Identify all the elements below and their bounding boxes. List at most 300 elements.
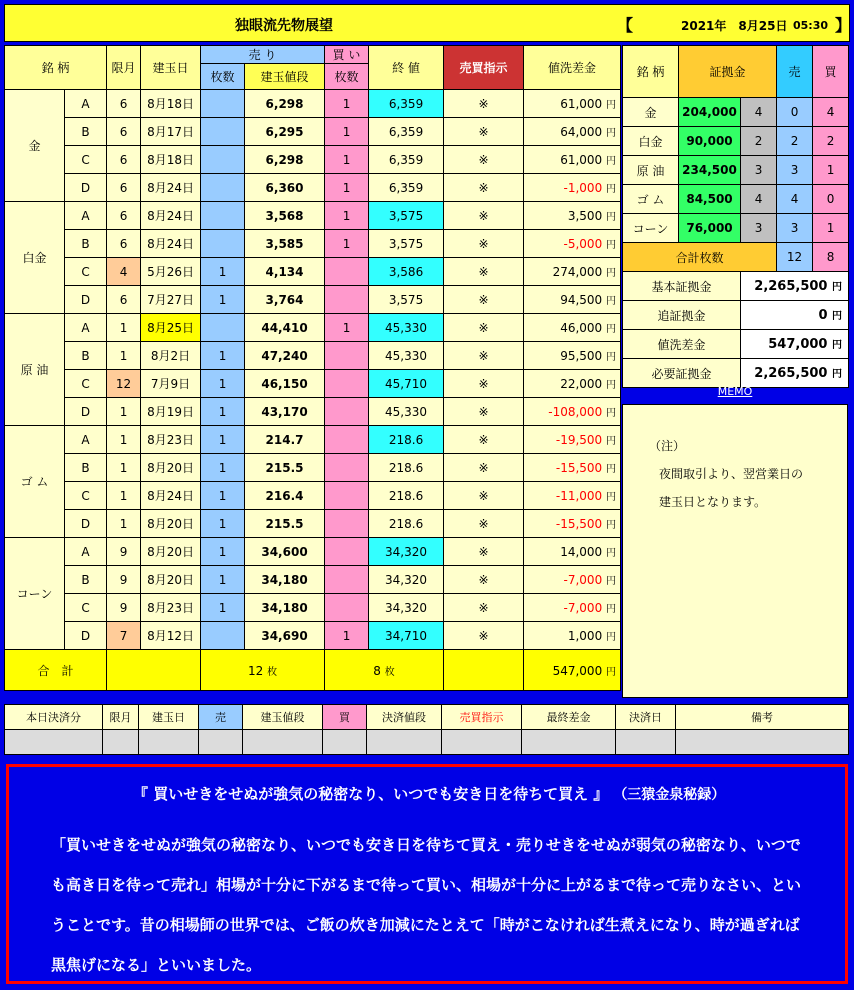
- settlement-header: 売買指示: [442, 705, 522, 730]
- table-row: [5, 286, 621, 314]
- memo-line-3: 建玉日となります。: [659, 495, 767, 509]
- margin-table: [622, 45, 849, 388]
- header-sell: 売 り: [201, 46, 325, 64]
- margin-amount: 84,500: [679, 185, 741, 214]
- margin-buy: 1: [813, 214, 849, 243]
- yen-unit: 円: [606, 632, 617, 643]
- buy-count-cell: [325, 566, 369, 594]
- margin-sell: 2: [777, 127, 813, 156]
- header-gengetsu: 限月: [107, 46, 141, 90]
- settlement-cell: [442, 730, 522, 755]
- symbol-cell: B: [65, 566, 107, 594]
- close-price-cell: 6,359: [369, 174, 444, 202]
- total-lots-sell: 12: [777, 243, 813, 272]
- trade-instruction-cell: ※: [444, 398, 524, 426]
- settlement-header: 建玉値段: [243, 705, 323, 730]
- margin-amount: 76,000: [679, 214, 741, 243]
- diff-cell: [524, 566, 621, 594]
- close-price-cell: 45,710: [369, 370, 444, 398]
- sell-count-cell: [201, 202, 245, 230]
- month-cell: 6: [107, 174, 141, 202]
- buy-count-cell: 1: [325, 622, 369, 650]
- close-price-cell: 218.6: [369, 454, 444, 482]
- sell-count-cell: [201, 146, 245, 174]
- positions-table: [4, 45, 621, 691]
- margin-row: [623, 98, 849, 127]
- settlement-cell: [323, 730, 367, 755]
- symbol-cell: C: [65, 146, 107, 174]
- buy-count-cell: [325, 426, 369, 454]
- yen-unit: 円: [606, 492, 617, 503]
- trade-instruction-cell: ※: [444, 342, 524, 370]
- total-lots-buy: 8: [813, 243, 849, 272]
- sell-count-cell: 1: [201, 370, 245, 398]
- sell-count-cell: [201, 622, 245, 650]
- price-cell: 6,298: [245, 146, 325, 174]
- sell-count-cell: 1: [201, 510, 245, 538]
- close-price-cell: 218.6: [369, 482, 444, 510]
- diff-cell: [524, 202, 621, 230]
- margin-header-sell: 売: [777, 46, 813, 98]
- sell-count-cell: 1: [201, 398, 245, 426]
- commodity-name: コーン: [5, 538, 65, 650]
- price-cell: 216.4: [245, 482, 325, 510]
- total-sell-unit: 枚: [267, 666, 278, 678]
- month-cell: 9: [107, 538, 141, 566]
- date-cell: 8月20日: [141, 538, 201, 566]
- date-cell: 8月19日: [141, 398, 201, 426]
- month-cell: 1: [107, 454, 141, 482]
- symbol-cell: C: [65, 594, 107, 622]
- table-row: [5, 90, 621, 118]
- diff-cell: [524, 482, 621, 510]
- date-cell: 8月18日: [141, 90, 201, 118]
- table-row: [5, 258, 621, 286]
- sell-count-cell: [201, 90, 245, 118]
- close-price-cell: 34,320: [369, 594, 444, 622]
- month-cell: 6: [107, 202, 141, 230]
- diff-cell: [524, 90, 621, 118]
- diff-cell: [524, 622, 621, 650]
- buy-count-cell: [325, 454, 369, 482]
- price-cell: 6,360: [245, 174, 325, 202]
- buy-count-cell: 1: [325, 314, 369, 342]
- yen-unit: 円: [606, 352, 617, 363]
- close-price-cell: 3,575: [369, 230, 444, 258]
- margin-amount: 204,000: [679, 98, 741, 127]
- yen-unit: 円: [606, 184, 617, 195]
- buy-count-cell: [325, 594, 369, 622]
- price-cell: 6,295: [245, 118, 325, 146]
- close-price-cell: 3,575: [369, 202, 444, 230]
- margin-lots: 2: [741, 127, 777, 156]
- header-nearai-sakin: 値洗差金: [524, 46, 621, 90]
- diff-value: -1,000: [563, 181, 603, 195]
- diff-value: 3,500: [567, 209, 603, 223]
- diff-cell: [524, 426, 621, 454]
- close-price-cell: 34,320: [369, 538, 444, 566]
- price-cell: 43,170: [245, 398, 325, 426]
- yen-unit: 円: [832, 311, 843, 322]
- yen-unit: 円: [606, 296, 617, 307]
- yen-unit: 円: [606, 408, 617, 419]
- diff-cell: [524, 174, 621, 202]
- settlement-cell: [616, 730, 676, 755]
- sell-count-cell: [201, 314, 245, 342]
- diff-value: -11,000: [555, 489, 603, 503]
- date-cell: 8月18日: [141, 146, 201, 174]
- margin-lots: 4: [741, 185, 777, 214]
- settlement-cell: [139, 730, 199, 755]
- margin-header-buy: 買: [813, 46, 849, 98]
- table-row: [5, 174, 621, 202]
- diff-cell: [524, 538, 621, 566]
- margin-amount: 90,000: [679, 127, 741, 156]
- month-cell: 6: [107, 118, 141, 146]
- diff-cell: [524, 370, 621, 398]
- close-price-cell: 45,330: [369, 342, 444, 370]
- settlement-cell: [103, 730, 139, 755]
- sell-count-cell: 1: [201, 454, 245, 482]
- diff-value: 61,000: [560, 97, 603, 111]
- settlement-cell: [676, 730, 849, 755]
- margin-header-meigara: 銘 柄: [623, 46, 679, 98]
- title-bar: [4, 4, 850, 42]
- page-title: 独眼流先物展望: [235, 18, 333, 34]
- total-sell-cell: [201, 650, 325, 691]
- sell-count-cell: [201, 230, 245, 258]
- date-cell: 8月24日: [141, 230, 201, 258]
- buy-count-cell: 1: [325, 118, 369, 146]
- summary-value: 0: [818, 308, 828, 323]
- sell-count-cell: 1: [201, 426, 245, 454]
- close-price-cell: 45,330: [369, 398, 444, 426]
- margin-amount: 234,500: [679, 156, 741, 185]
- margin-commodity: コーン: [623, 214, 679, 243]
- summary-value-cell: [741, 301, 849, 330]
- trade-instruction-cell: ※: [444, 566, 524, 594]
- settlement-header: 本日決済分: [5, 705, 103, 730]
- summary-value: 547,000: [768, 337, 828, 352]
- total-diff-value: 547,000: [552, 663, 603, 678]
- total-sell-count: 12: [247, 663, 264, 678]
- header-tategyoku-price: 建玉値段: [245, 64, 325, 90]
- month-cell: 6: [107, 146, 141, 174]
- symbol-cell: B: [65, 454, 107, 482]
- trade-instruction-cell: ※: [444, 202, 524, 230]
- settlement-header: 決済日: [616, 705, 676, 730]
- buy-count-cell: [325, 286, 369, 314]
- summary-value: 2,265,500: [754, 366, 828, 381]
- price-cell: 46,150: [245, 370, 325, 398]
- trade-instruction-cell: ※: [444, 146, 524, 174]
- margin-lots: 3: [741, 156, 777, 185]
- yen-unit: 円: [606, 464, 617, 475]
- total-buy-count: 8: [373, 663, 381, 678]
- month-cell: 1: [107, 314, 141, 342]
- price-cell: 44,410: [245, 314, 325, 342]
- symbol-cell: C: [65, 482, 107, 510]
- trade-instruction-cell: ※: [444, 370, 524, 398]
- margin-sell: 3: [777, 156, 813, 185]
- quote-source: （三猿金泉秘録）: [620, 787, 726, 803]
- trade-instruction-cell: ※: [444, 230, 524, 258]
- month-cell: 12: [107, 370, 141, 398]
- table-row: [5, 510, 621, 538]
- diff-value: 14,000: [560, 545, 603, 559]
- buy-count-cell: [325, 370, 369, 398]
- diff-cell: [524, 118, 621, 146]
- margin-commodity: 金: [623, 98, 679, 127]
- sell-count-cell: 1: [201, 566, 245, 594]
- date-cell: 8月2日: [141, 342, 201, 370]
- header-baibai-shiji: 売買指示: [444, 46, 524, 90]
- settlement-cell: [5, 730, 103, 755]
- table-row: [5, 118, 621, 146]
- diff-value: 61,000: [560, 153, 603, 167]
- yen-unit: 円: [606, 100, 617, 111]
- table-row: [5, 538, 621, 566]
- yen-unit: 円: [606, 128, 617, 139]
- commodity-name: ゴ ム: [5, 426, 65, 538]
- trade-instruction-cell: ※: [444, 622, 524, 650]
- date-cell: 7月27日: [141, 286, 201, 314]
- summary-value-cell: [741, 330, 849, 359]
- diff-value: 1,000: [567, 629, 603, 643]
- month-cell: 1: [107, 398, 141, 426]
- symbol-cell: A: [65, 314, 107, 342]
- diff-cell: [524, 146, 621, 174]
- diff-cell: [524, 230, 621, 258]
- yen-unit: 円: [606, 436, 617, 447]
- month-cell: 9: [107, 566, 141, 594]
- yen-unit: 円: [606, 156, 617, 167]
- yen-unit: 円: [606, 666, 617, 678]
- yen-unit: 円: [606, 604, 617, 615]
- table-row: [5, 454, 621, 482]
- date-cell: 8月20日: [141, 510, 201, 538]
- margin-commodity: 原 油: [623, 156, 679, 185]
- buy-count-cell: [325, 398, 369, 426]
- yen-unit: 円: [606, 268, 617, 279]
- close-price-cell: 45,330: [369, 314, 444, 342]
- symbol-cell: A: [65, 538, 107, 566]
- date-cell: 8月24日: [141, 174, 201, 202]
- trade-instruction-cell: ※: [444, 314, 524, 342]
- summary-value-cell: [741, 272, 849, 301]
- margin-buy: 0: [813, 185, 849, 214]
- margin-row: [623, 127, 849, 156]
- commodity-name: 原 油: [5, 314, 65, 426]
- price-cell: 3,585: [245, 230, 325, 258]
- sell-count-cell: 1: [201, 482, 245, 510]
- price-cell: 214.7: [245, 426, 325, 454]
- symbol-cell: D: [65, 174, 107, 202]
- margin-header-shokokin: 証拠金: [679, 46, 777, 98]
- trade-instruction-cell: ※: [444, 174, 524, 202]
- trade-instruction-cell: ※: [444, 454, 524, 482]
- buy-count-cell: 1: [325, 146, 369, 174]
- quote-title-line: [133, 783, 725, 804]
- margin-commodity: ゴ ム: [623, 185, 679, 214]
- sell-count-cell: 1: [201, 538, 245, 566]
- table-row: [5, 622, 621, 650]
- date-cell: 8月20日: [141, 454, 201, 482]
- diff-value: 95,500: [560, 349, 603, 363]
- margin-lots: 4: [741, 98, 777, 127]
- settlement-header: 買: [323, 705, 367, 730]
- table-row: [5, 398, 621, 426]
- symbol-cell: D: [65, 510, 107, 538]
- month-cell: 1: [107, 482, 141, 510]
- margin-commodity: 白金: [623, 127, 679, 156]
- trade-instruction-cell: ※: [444, 118, 524, 146]
- diff-value: -108,000: [548, 405, 603, 419]
- margin-buy: 4: [813, 98, 849, 127]
- total-spacer: [107, 650, 201, 691]
- diff-cell: [524, 510, 621, 538]
- price-cell: 6,298: [245, 90, 325, 118]
- price-cell: 47,240: [245, 342, 325, 370]
- total-buy-cell: [325, 650, 444, 691]
- sell-count-cell: 1: [201, 258, 245, 286]
- date-cell: 8月20日: [141, 566, 201, 594]
- date-cell: 8月24日: [141, 482, 201, 510]
- commodity-name: 白金: [5, 202, 65, 314]
- buy-count-cell: [325, 538, 369, 566]
- settlement-cell: [199, 730, 243, 755]
- settlement-cell: [243, 730, 323, 755]
- symbol-cell: D: [65, 286, 107, 314]
- settlement-header: 限月: [103, 705, 139, 730]
- margin-sell: 0: [777, 98, 813, 127]
- trade-instruction-cell: ※: [444, 538, 524, 566]
- buy-count-cell: [325, 482, 369, 510]
- diff-value: -15,500: [555, 461, 603, 475]
- symbol-cell: A: [65, 426, 107, 454]
- date-bracket-close: 】: [835, 16, 852, 35]
- commodity-name: 金: [5, 90, 65, 202]
- symbol-cell: D: [65, 398, 107, 426]
- buy-count-cell: [325, 510, 369, 538]
- memo-box: [622, 404, 848, 698]
- buy-count-cell: [325, 258, 369, 286]
- date-cell: 8月23日: [141, 594, 201, 622]
- header-buy: 買 い: [325, 46, 369, 64]
- close-price-cell: 6,359: [369, 90, 444, 118]
- margin-lots: 3: [741, 214, 777, 243]
- quote-body: 「買いせきをせぬが強気の秘密なり、いつでも安き日を待ちて買え・売りせきをせぬが弱気の秘密なり、いつでも高き日を待って売れ」相場が十分に下がるまで待って買い、相場が十分に上がるまで待って売りなさい、ということです。昔の相場師の世界では、ご飯の炊き加減にたとえて「時がこなければ生煮えになり、時が過ぎれば黒焦げになる」といいました。: [51, 836, 802, 974]
- symbol-cell: B: [65, 118, 107, 146]
- date-cell: 8月17日: [141, 118, 201, 146]
- date-cell: 8月24日: [141, 202, 201, 230]
- price-cell: 3,568: [245, 202, 325, 230]
- diff-value: 274,000: [552, 265, 603, 279]
- buy-count-cell: 1: [325, 230, 369, 258]
- report-time: 05:30: [793, 19, 829, 32]
- summary-label: 必要証拠金: [623, 359, 741, 388]
- table-row: [5, 230, 621, 258]
- table-row: [5, 426, 621, 454]
- date-cell: 8月23日: [141, 426, 201, 454]
- price-cell: 4,134: [245, 258, 325, 286]
- date-cell: 7月9日: [141, 370, 201, 398]
- diff-value: 94,500: [560, 293, 603, 307]
- settlement-cell: [522, 730, 616, 755]
- diff-value: 22,000: [560, 377, 603, 391]
- margin-sell: 3: [777, 214, 813, 243]
- memo-line-2: 夜間取引より、翌営業日の: [659, 467, 804, 481]
- table-row: [5, 342, 621, 370]
- trade-instruction-cell: ※: [444, 286, 524, 314]
- table-row: [5, 482, 621, 510]
- settlement-header: 売: [199, 705, 243, 730]
- date-cell: 5月26日: [141, 258, 201, 286]
- table-row: [5, 202, 621, 230]
- month-cell: 1: [107, 342, 141, 370]
- trade-instruction-cell: ※: [444, 258, 524, 286]
- sell-count-cell: 1: [201, 342, 245, 370]
- settlement-cell: [367, 730, 442, 755]
- memo-title: MEMO: [717, 385, 753, 398]
- yen-unit: 円: [606, 212, 617, 223]
- date-cell: 8月25日: [141, 314, 201, 342]
- margin-row: [623, 185, 849, 214]
- header-tategyokubi: 建玉日: [141, 46, 201, 90]
- yen-unit: 円: [832, 282, 843, 293]
- sell-count-cell: 1: [201, 286, 245, 314]
- summary-value: 2,265,500: [754, 279, 828, 294]
- report-date: 2021年 8月25日: [681, 19, 788, 33]
- month-cell: 9: [107, 594, 141, 622]
- buy-count-cell: 1: [325, 202, 369, 230]
- diff-value: -7,000: [563, 573, 603, 587]
- symbol-cell: C: [65, 370, 107, 398]
- header-meigara: 銘 柄: [5, 46, 107, 90]
- close-price-cell: 218.6: [369, 510, 444, 538]
- total-label: 合 計: [5, 650, 107, 691]
- table-row: [5, 594, 621, 622]
- total-lots-label: 合計枚数: [623, 243, 777, 272]
- close-price-cell: 3,586: [369, 258, 444, 286]
- price-cell: 3,764: [245, 286, 325, 314]
- diff-value: -15,500: [555, 517, 603, 531]
- diff-cell: [524, 314, 621, 342]
- diff-value: -19,500: [555, 433, 603, 447]
- symbol-cell: D: [65, 622, 107, 650]
- table-row: [5, 314, 621, 342]
- yen-unit: 円: [606, 380, 617, 391]
- yen-unit: 円: [832, 340, 843, 351]
- close-price-cell: 218.6: [369, 426, 444, 454]
- buy-count-cell: 1: [325, 90, 369, 118]
- close-price-cell: 6,359: [369, 118, 444, 146]
- header-buy-count: 枚数: [325, 64, 369, 90]
- diff-value: 64,000: [560, 125, 603, 139]
- month-cell: 7: [107, 622, 141, 650]
- diff-cell: [524, 454, 621, 482]
- total-diff-cell: [524, 650, 621, 691]
- diff-value: -7,000: [563, 601, 603, 615]
- summary-label: 基本証拠金: [623, 272, 741, 301]
- total-spacer-2: [444, 650, 524, 691]
- settlement-header: 建玉日: [139, 705, 199, 730]
- table-row: [5, 566, 621, 594]
- month-cell: 1: [107, 426, 141, 454]
- date-bracket-open: 【: [617, 16, 634, 35]
- close-price-cell: 3,575: [369, 286, 444, 314]
- trade-instruction-cell: ※: [444, 510, 524, 538]
